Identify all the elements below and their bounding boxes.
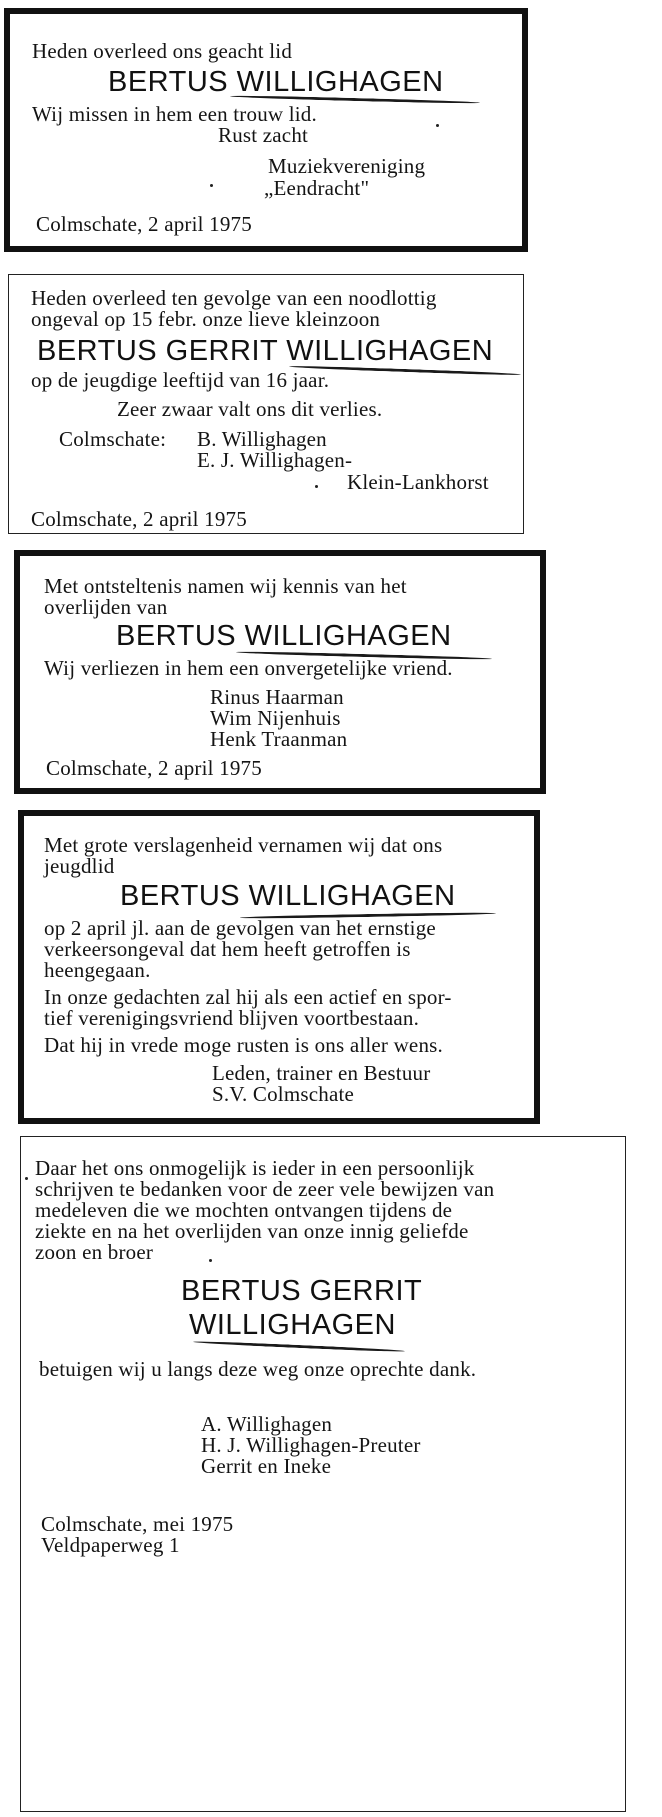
notice-5-intro: Daar het ons onmogelijk is ieder in een persoonlijk [35, 1156, 475, 1180]
notice-1-signer: Muziekvereniging [268, 154, 426, 178]
notice-4-intro: Met grote verslagenheid vernamen wij dat ons [44, 833, 443, 857]
notice-5-signer: A. Willighagen [201, 1412, 333, 1436]
notice-1-place-date: Colmschate, 2 april 1975 [36, 212, 252, 236]
notice-3-intro: Met ontsteltenis namen wij kennis van het [44, 574, 407, 598]
notice-2-intro: Heden overleed ten gevolge van een noodlottig [31, 286, 437, 310]
notice-2-place-date: Colmschate, 2 april 1975 [31, 507, 247, 531]
notice-4-body: heengegaan. [44, 958, 151, 982]
notice-1-intro: Heden overleed ons geacht lid [32, 39, 293, 63]
notice-4-body: Dat hij in vrede moge rusten is ons aller wens. [44, 1033, 443, 1057]
notice-3-intro: overlijden van [44, 595, 168, 619]
print-speck [25, 1177, 28, 1180]
notice-3-deceased-name: BERTUS WILLIGHAGEN [116, 620, 452, 652]
notice-5 [20, 1136, 626, 1812]
notice-2-intro: ongeval op 15 febr. onze lieve kleinzoon [31, 307, 381, 331]
notice-5-body: betuigen wij u langs deze weg onze oprechte dank. [39, 1357, 477, 1381]
notice-5-intro: ziekte en na het overlijden van onze innig geliefde [35, 1219, 469, 1243]
notice-1-body: Rust zacht [218, 123, 309, 147]
print-speck [210, 184, 213, 187]
notice-3 [14, 550, 546, 794]
notice-4-body: verkeersongeval dat hem heeft getroffen is [44, 937, 411, 961]
pen-underline [193, 1340, 405, 1352]
notice-5-signer: H. J. Willighagen-Preuter [201, 1433, 421, 1457]
notice-2-signer: B. Willighagen [197, 427, 327, 451]
notice-5-signer: Gerrit en Ineke [201, 1454, 332, 1478]
notice-1-deceased-name: BERTUS WILLIGHAGEN [108, 66, 444, 98]
notice-4-body: In onze gedachten zal hij als een actief en spor- [44, 985, 452, 1009]
notice-4-body: tief verenigingsvriend blijven voortbestaan. [44, 1006, 420, 1030]
notice-2-body: op de jeugdige leeftijd van 16 jaar. [31, 368, 330, 392]
notice-2-body: Zeer zwaar valt ons dit verlies. [117, 397, 383, 421]
notice-2-signer: Colmschate: [59, 427, 167, 451]
notice-1-body: Wij missen in hem een trouw lid. [32, 102, 317, 126]
notice-3-signer: Wim Nijenhuis [210, 706, 341, 730]
notice-4-deceased-name: BERTUS WILLIGHAGEN [120, 880, 456, 912]
notice-3-signer: Henk Traanman [210, 727, 348, 751]
notice-5-intro: zoon en broer [35, 1240, 154, 1264]
notice-1 [4, 8, 528, 252]
notice-3-place-date: Colmschate, 2 april 1975 [46, 756, 262, 780]
notice-5-address: Veldpaperweg 1 [41, 1533, 180, 1557]
notice-1-signer: „Eendracht" [264, 176, 370, 200]
notice-3-signer: Rinus Haarman [210, 685, 344, 709]
notice-5-place-date: Colmschate, mei 1975 [41, 1512, 234, 1536]
notice-4-signer: S.V. Colmschate [212, 1082, 355, 1106]
notice-4-signer: Leden, trainer en Bestuur [212, 1061, 431, 1085]
notice-2-deceased-name: BERTUS GERRIT WILLIGHAGEN [37, 335, 494, 367]
notice-4-intro: jeugdlid [44, 854, 115, 878]
notice-4-body: op 2 april jl. aan de gevolgen van het ernstige [44, 916, 436, 940]
notice-2-signer: Klein-Lankhorst [347, 470, 489, 494]
notice-5-intro: medeleven die we mochten ontvangen tijdens de [35, 1198, 453, 1222]
print-speck [315, 485, 318, 488]
notice-4 [18, 810, 540, 1124]
notice-2-signer: E. J. Willighagen- [197, 448, 353, 472]
print-speck [436, 124, 439, 127]
notice-5-intro: schrijven te bedanken voor de zeer vele bewijzen van [35, 1177, 495, 1201]
notice-2 [8, 274, 524, 534]
notice-5-deceased-name: WILLIGHAGEN [189, 1309, 396, 1341]
notice-3-body: Wij verliezen in hem een onvergetelijke vriend. [44, 656, 453, 680]
notice-5-deceased-name: BERTUS GERRIT [181, 1275, 423, 1307]
print-speck [209, 1259, 212, 1262]
